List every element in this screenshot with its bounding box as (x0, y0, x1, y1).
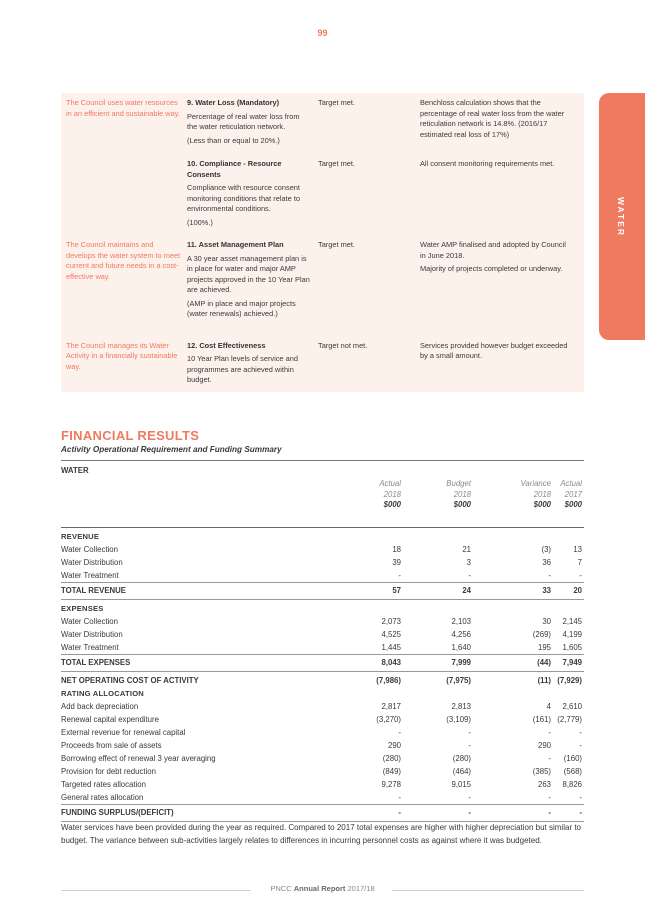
revenue-heading (61, 530, 584, 543)
row-value: (269) (532, 630, 551, 639)
row-value: (160) (563, 754, 582, 763)
row-label: Borrowing effect of renewal 3 year averaging (61, 754, 216, 763)
measure-cell (187, 159, 318, 231)
side-tab-label: WATER (616, 196, 626, 238)
row-value: 195 (537, 643, 551, 652)
row-value: 3 (466, 558, 471, 567)
row-value: 9,015 (451, 780, 471, 789)
comment-text: Services provided however budget exceeded by a small amount. (420, 340, 568, 360)
section-heading: EXPENSES (61, 604, 104, 613)
row-value: - (398, 808, 401, 817)
page-footer (0, 884, 645, 896)
row-value: - (548, 808, 551, 817)
row-value: - (579, 728, 582, 737)
row-label: TOTAL EXPENSES (61, 658, 131, 667)
row-value: 30 (542, 617, 551, 626)
row-value: (161) (532, 715, 551, 724)
section-heading: REVENUE (61, 532, 100, 541)
row-label: FUNDING SURPLUS/(DEFICIT) (61, 808, 174, 817)
table-row (61, 765, 584, 778)
row-value: 1,445 (381, 643, 401, 652)
funding-summary-table (61, 460, 584, 822)
row-value: 290 (537, 741, 551, 750)
comment-text: All consent monitoring requirements met. (420, 159, 555, 168)
row-value: (7,929) (557, 676, 582, 685)
row-value: 36 (542, 558, 551, 567)
row-value: - (468, 808, 471, 817)
section-heading: RATING ALLOCATION (61, 689, 144, 698)
comment-cell (420, 341, 570, 389)
comment-text: Benchloss calculation shows that the percentage of real water loss from the water reticulation network is 14.8%. (2016/17 estimated real loss of 17%) (420, 98, 565, 139)
row-value: - (548, 754, 551, 763)
measure-text: A 30 year asset management plan is in place for water and major AMP projects approved in the 10 Year Plan are achieved. (187, 253, 310, 294)
table-body (61, 527, 584, 822)
row-value: 9,278 (381, 780, 401, 789)
table-row (61, 752, 584, 765)
column-header: Actual 2018 $000 (379, 479, 401, 509)
footer-rule (392, 890, 584, 891)
row-value: 2,610 (562, 702, 582, 711)
outcome-cell: The Council uses water resources in an efficient and sustainable way. (66, 98, 180, 118)
row-value: 2,145 (562, 617, 582, 626)
total-revenue-row (61, 583, 584, 599)
row-value: - (548, 728, 551, 737)
page-number: 99 (317, 28, 328, 38)
row-value: (3) (541, 545, 551, 554)
row-value: 263 (537, 780, 551, 789)
financial-results-title: FINANCIAL RESULTS (61, 428, 200, 443)
table-section-title: WATER (61, 466, 89, 475)
row-value: (7,986) (376, 676, 401, 685)
row-value: 8,826 (562, 780, 582, 789)
measure-text: 10 Year Plan levels of service and programmes are achieved within budget. (187, 354, 298, 384)
row-value: 33 (542, 586, 551, 595)
row-label: Water Treatment (61, 643, 119, 652)
comment-cell (420, 240, 570, 323)
row-value: 4 (546, 702, 551, 711)
row-label: NET OPERATING COST OF ACTIVITY (61, 676, 199, 685)
row-value: 1,605 (562, 643, 582, 652)
row-value: 8,043 (381, 658, 401, 667)
performance-measures-table (61, 93, 584, 392)
row-value: 7,999 (451, 658, 471, 667)
table-row (61, 615, 584, 628)
row-value: 2,817 (381, 702, 401, 711)
column-headers (61, 479, 584, 527)
row-label: Add back depreciation (61, 702, 139, 711)
row-value: - (548, 793, 551, 802)
row-value: (385) (532, 767, 551, 776)
footer-text: PNCC Annual Report 2017/18 (270, 884, 375, 893)
column-header: Actual 2017 $000 (560, 479, 582, 509)
row-value: - (398, 728, 401, 737)
row-value: - (398, 571, 401, 580)
measure-cell (187, 98, 318, 149)
table-row (61, 713, 584, 726)
row-label: TOTAL REVENUE (61, 586, 126, 595)
outcome-cell (61, 159, 187, 231)
row-value: 57 (392, 586, 401, 595)
table-row (61, 726, 584, 739)
section-side-tab (599, 93, 645, 340)
financial-results-subtitle: Activity Operational Requirement and Funding Summary (61, 445, 282, 454)
result-cell: Target not met. (318, 340, 368, 350)
comment-text: Majority of projects completed or underway. (420, 264, 563, 273)
row-value: (44) (537, 658, 551, 667)
outcome-cell: The Council manages its Water Activity in a financially sustainable way. (66, 340, 178, 371)
measure-text: Percentage of real water loss from the water reticulation network. (187, 111, 300, 131)
measure-title: 11. Asset Management Plan (187, 240, 284, 249)
measure-text: (Less than or equal to 20%.) (187, 135, 280, 145)
comment-text: Water AMP finalised and adopted by Council in June 2018. (420, 240, 566, 260)
rating-allocation-heading (61, 687, 584, 700)
row-label: Water Collection (61, 617, 118, 626)
measure-row (61, 337, 584, 392)
comment-cell (420, 159, 570, 231)
row-value: 13 (573, 545, 582, 554)
row-value: - (468, 793, 471, 802)
row-value: (280) (382, 754, 401, 763)
table-row (61, 791, 584, 804)
expenses-heading (61, 602, 584, 615)
row-value: 2,103 (451, 617, 471, 626)
result-cell: Target met. (318, 159, 355, 168)
row-value: (2,779) (557, 715, 582, 724)
row-value: 7,949 (562, 658, 582, 667)
result-cell: Target met. (318, 240, 355, 249)
row-label: General rates allocation (61, 793, 144, 802)
measure-cell (187, 240, 318, 323)
row-label: External revenue for renewal capital (61, 728, 186, 737)
row-value: 4,199 (562, 630, 582, 639)
measure-cell (187, 341, 318, 389)
row-value: 4,525 (381, 630, 401, 639)
total-expenses-row (61, 655, 584, 671)
table-row (61, 739, 584, 752)
measure-row (61, 93, 584, 155)
table-row (61, 778, 584, 791)
row-value: (568) (563, 767, 582, 776)
row-value: 2,813 (451, 702, 471, 711)
row-value: (11) (537, 676, 551, 685)
row-value: (7,975) (446, 676, 471, 685)
row-value: 24 (462, 586, 471, 595)
row-value: - (468, 728, 471, 737)
row-value: - (579, 571, 582, 580)
measure-row (61, 155, 584, 237)
table-row (61, 569, 584, 582)
row-value: 1,640 (451, 643, 471, 652)
row-value: - (468, 571, 471, 580)
measure-row (61, 237, 584, 337)
row-value: (3,270) (376, 715, 401, 724)
row-label: Proceeds from sale of assets (61, 741, 162, 750)
measure-title: 9. Water Loss (Mandatory) (187, 98, 280, 107)
row-value: - (579, 793, 582, 802)
column-header: Variance 2018 $000 (520, 479, 551, 509)
row-value: - (468, 741, 471, 750)
measure-text: Compliance with resource consent monitoring conditions that relate to environmental conditions. (187, 183, 300, 213)
row-label: Renewal capital expenditure (61, 715, 159, 724)
row-value: 7 (577, 558, 582, 567)
row-value: (280) (452, 754, 471, 763)
row-value: - (579, 741, 582, 750)
row-value: (849) (382, 767, 401, 776)
row-value: 4,256 (451, 630, 471, 639)
row-value: (3,109) (446, 715, 471, 724)
table-row (61, 641, 584, 654)
row-value: 18 (392, 545, 401, 554)
row-value: 21 (462, 545, 471, 554)
row-label: Provision for debt reduction (61, 767, 156, 776)
row-value: 39 (392, 558, 401, 567)
row-label: Targeted rates allocation (61, 780, 146, 789)
measure-text: (AMP in place and major projects (water renewals) achieved.) (187, 298, 296, 318)
measure-title: 10. Compliance - Resource Consents (187, 159, 282, 179)
measure-title: 12. Cost Effectiveness (187, 340, 266, 350)
row-value: 290 (387, 741, 401, 750)
measure-text: (100%.) (187, 217, 213, 227)
outcome-cell: The Council maintains and develops the water system to meet current and future needs in a cost-effective way. (66, 240, 181, 281)
row-value: - (548, 571, 551, 580)
table-row (61, 556, 584, 569)
row-label: Water Distribution (61, 630, 123, 639)
table-row (61, 700, 584, 713)
row-label: Water Collection (61, 545, 118, 554)
row-value: (464) (452, 767, 471, 776)
row-value: 2,073 (381, 617, 401, 626)
row-value: - (579, 808, 582, 817)
row-value: 20 (573, 586, 582, 595)
column-header: Budget 2018 $000 (446, 479, 471, 509)
table-row (61, 628, 584, 641)
summary-paragraph: Water services have been provided during the year as required. Compared to 2017 total expenses are higher with higher depreciation but similar to budget. The variance between sub-activities largely relates to differences in incurring personnel costs as against where it was budgeted. (61, 823, 581, 845)
comment-cell (420, 98, 570, 149)
result-cell: Target met. (318, 98, 355, 107)
row-label: Water Treatment (61, 571, 119, 580)
funding-surplus-row (61, 805, 584, 821)
net-operating-row (61, 674, 584, 687)
row-label: Water Distribution (61, 558, 123, 567)
row-value: - (398, 793, 401, 802)
table-row (61, 543, 584, 556)
